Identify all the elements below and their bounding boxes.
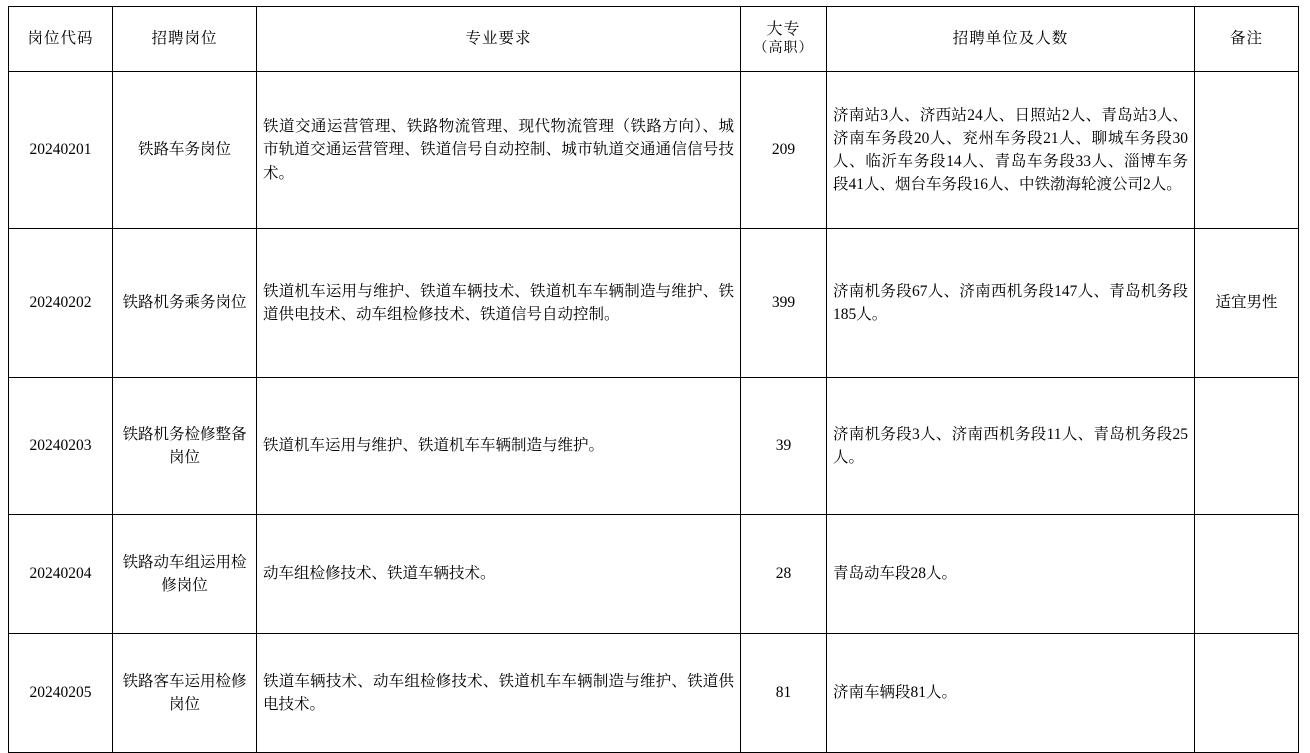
cell-post-name: 铁路动车组运用检修岗位 [113,515,257,634]
cell-major-requirement: 铁道车辆技术、动车组检修技术、铁道机车车辆制造与维护、铁道供电技术。 [257,634,741,753]
table-row [9,229,1299,378]
cell-count: 399 [741,229,827,378]
table-row [9,378,1299,515]
cell-remarks [1195,72,1299,229]
header-units-and-numbers: 招聘单位及人数 [827,7,1195,72]
cell-units-and-numbers: 济南车辆段81人。 [827,634,1195,753]
cell-remarks [1195,515,1299,634]
cell-count: 209 [741,72,827,229]
cell-post-code: 20240204 [9,515,113,634]
cell-major-requirement: 铁道机车运用与维护、铁道车辆技术、铁道机车车辆制造与维护、铁道供电技术、动车组检修技术、铁道信号自动控制。 [257,229,741,378]
document-page [0,6,1310,752]
header-remarks: 备注 [1195,7,1299,72]
cell-remarks: 适宜男性 [1195,229,1299,378]
table-row [9,72,1299,229]
cell-major-requirement: 动车组检修技术、铁道车辆技术。 [257,515,741,634]
cell-post-name: 铁路车务岗位 [113,72,257,229]
cell-count: 28 [741,515,827,634]
cell-post-name: 铁路机务检修整备岗位 [113,378,257,515]
cell-post-code: 20240205 [9,634,113,753]
cell-units-and-numbers: 济南机务段3人、济南西机务段11人、青岛机务段25人。 [827,378,1195,515]
cell-post-name: 铁路机务乘务岗位 [113,229,257,378]
cell-count: 81 [741,634,827,753]
recruitment-table [8,6,1299,753]
cell-post-name: 铁路客车运用检修岗位 [113,634,257,753]
header-education-line1: 大专 [766,21,801,39]
cell-count: 39 [741,378,827,515]
cell-remarks [1195,378,1299,515]
header-post-name: 招聘岗位 [113,7,257,72]
cell-units-and-numbers: 济南机务段67人、济南西机务段147人、青岛机务段185人。 [827,229,1195,378]
cell-major-requirement: 铁道交通运营管理、铁路物流管理、现代物流管理（铁路方向）、城市轨道交通运营管理、铁道信号自动控制、城市轨道交通通信信号技术。 [257,72,741,229]
cell-units-and-numbers: 青岛动车段28人。 [827,515,1195,634]
cell-post-code: 20240201 [9,72,113,229]
table-header-row [9,7,1299,72]
cell-post-code: 20240203 [9,378,113,515]
header-education-line2: （高职） [753,41,814,57]
cell-units-and-numbers: 济南站3人、济西站24人、日照站2人、青岛站3人、济南车务段20人、兖州车务段21人、聊城车务段30人、临沂车务段14人、青岛车务段33人、淄博车务段41人、烟台车务段16人、中铁渤海轮渡公司2人。 [827,72,1195,229]
cell-major-requirement: 铁道机车运用与维护、铁道机车车辆制造与维护。 [257,378,741,515]
header-post-code: 岗位代码 [9,7,113,72]
cell-post-code: 20240202 [9,229,113,378]
header-major-requirement: 专业要求 [257,7,741,72]
table-row [9,515,1299,634]
table-row [9,634,1299,753]
header-education-count [741,7,827,72]
cell-remarks [1195,634,1299,753]
